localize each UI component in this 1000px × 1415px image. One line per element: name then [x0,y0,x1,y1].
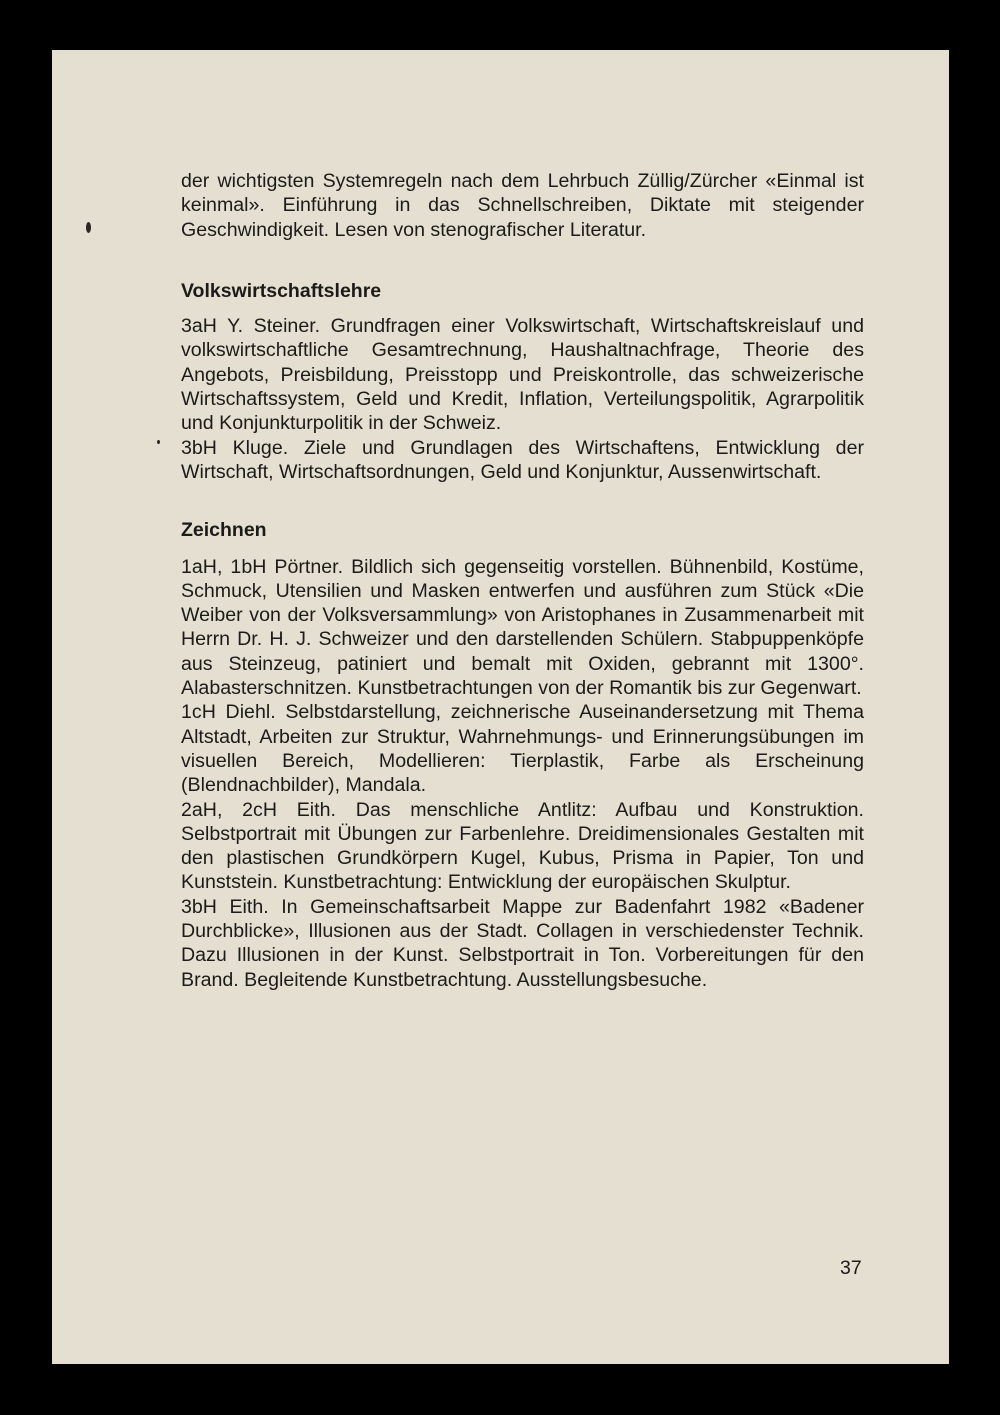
zeichnen-paragraph-3bh: 3bH Eith. In Gemeinschaftsarbeit Mappe zur Badenfahrt 1982 «Badener Durchblicke», Illusionen aus der Stadt. Collagen in verschiedenster Technik. Dazu Illusionen in der Kunst. Selbstportrait in Ton. Vorbereitungen für den Brand. Begleitende Kunstbetrachtung. Ausstellungsbesuche. [181,895,864,991]
page-number: 37 [840,1257,862,1279]
intro-paragraph: der wichtigsten Systemregeln nach dem Lehrbuch Züllig/Zürcher «Einmal ist keinmal». Einführung in das Schnellschreiben, Diktate mit steigender Geschwindigkeit. Lesen von stenografischer Literatur. [181,170,864,241]
vwl-paragraph-3ah: 3aH Y. Steiner. Grundfragen einer Volkswirtschaft, Wirtschaftskreislauf und volkswirtschaftliche Gesamtrechnung, Haushaltnachfrage, Theorie des Angebots, Preisbildung, Preisstopp und Preiskontrolle, das schweizerische Wirtschaftssystem, Geld und Kredit, Inflation, Verteilungspolitik, Agrarpolitik und Konjunkturpolitik in der Schweiz. [181,315,864,435]
zeichnen-paragraph-1ch: 1cH Diehl. Selbstdarstellung, zeichnerische Auseinandersetzung mit Thema Altstadt, Arbeiten zur Struktur, Wahrnehmungs- und Erinnerungsübungen im visuellen Bereich, Modellieren: Tierplastik, Farbe als Erscheinung (Blendnachbilder), Mandala. [181,701,864,797]
document-body [181,169,864,992]
zeichnen-paragraph-1ah-1bh: 1aH, 1bH Pörtner. Bildlich sich gegenseitig vorstellen. Bühnenbild, Kostüme, Schmuck, Utensilien und Masken entwerfen und ausführen zum Stück «Die Weiber von der Volksversammlung» von Aristophanes in Zusammenarbeit mit Herrn Dr. H. J. Schweizer und den darstellenden Schülern. Stabpuppenköpfe aus Steinzeug, patiniert und bemalt mit Oxiden, gebrannt mit 1300°. Alabasterschnitzen. Kunstbetrachtungen von der Romantik bis zur Gegenwart. [181,555,864,700]
section-heading-zeichnen: Zeichnen [181,519,267,542]
section-heading-volkswirtschaftslehre: Volkswirtschaftslehre [181,279,382,302]
zeichnen-paragraph-2ah-2ch: 2aH, 2cH Eith. Das menschliche Antlitz: Aufbau und Konstruktion. Selbstportrait mit Übungen zur Farbenlehre. Dreidimensionales Gestalten mit den plastischen Grundkörpern Kugel, Kubus, Prisma in Papier, Ton und Kunststein. Kunstbetrachtung: Entwicklung der europäischen Skulptur. [181,798,864,894]
vwl-paragraph-3bh: 3bH Kluge. Ziele und Grundlagen des Wirtschaftens, Entwicklung der Wirtschaft, Wirtschaftsordnungen, Geld und Konjunktur, Aussenwirtschaft. [181,436,864,483]
ink-speck-mark [157,440,160,444]
ink-speck-mark [86,222,91,233]
document-page [52,50,949,1364]
